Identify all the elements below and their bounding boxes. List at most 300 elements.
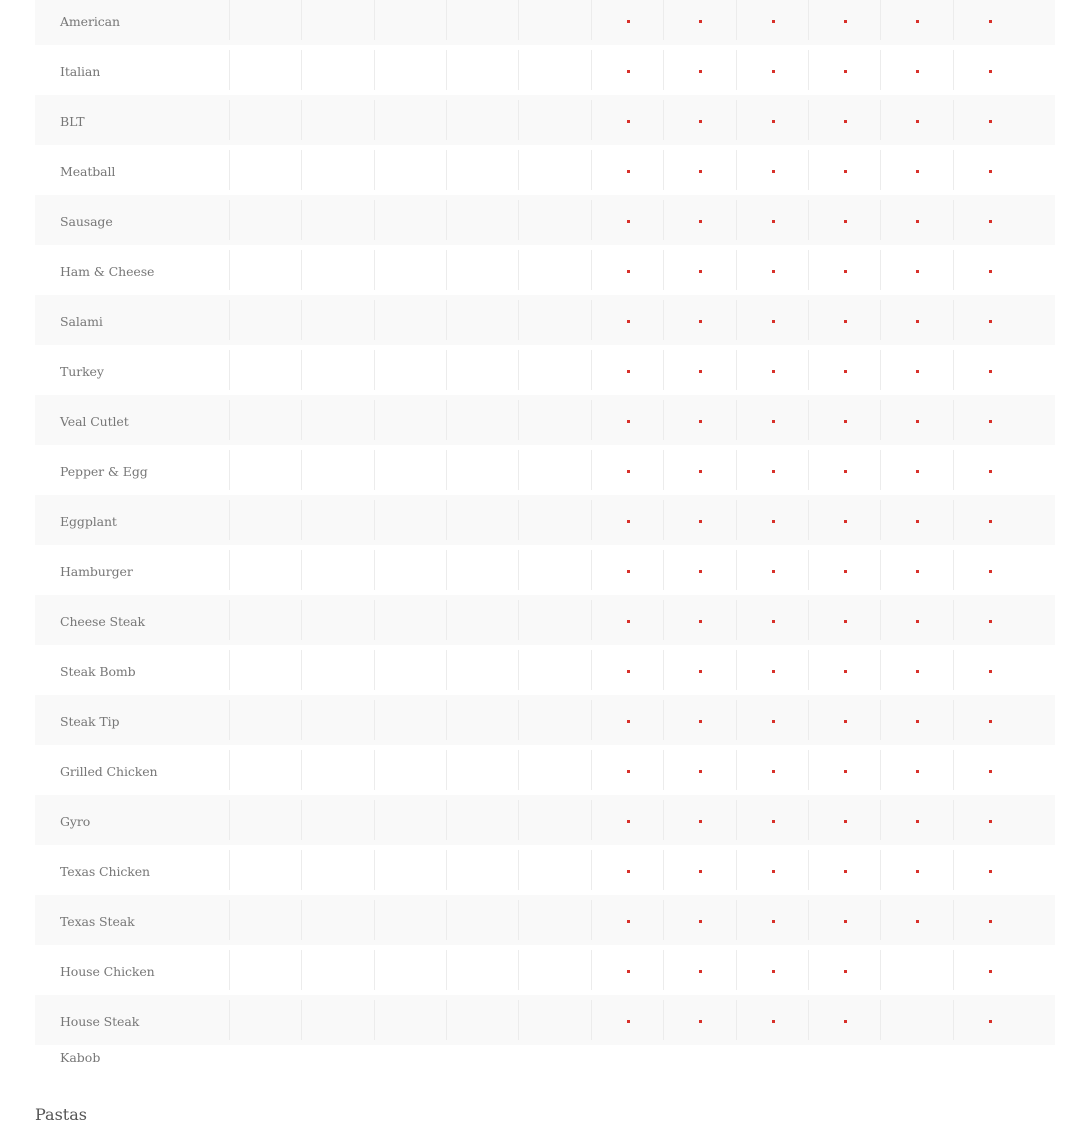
table-cell-empty [301, 950, 374, 990]
table-cell-empty [374, 600, 447, 640]
table-cell-empty [518, 350, 591, 390]
table-cell-option [591, 550, 664, 590]
available-dot-icon [989, 20, 992, 23]
available-dot-icon [699, 620, 702, 623]
table-cell-empty [518, 900, 591, 940]
table-cell-option [736, 50, 809, 90]
table-cell-empty [446, 250, 519, 290]
table-cell-empty [518, 500, 591, 540]
available-dot-icon [916, 70, 919, 73]
available-dot-icon [699, 770, 702, 773]
table-cell-option [808, 600, 881, 640]
available-dot-icon [916, 370, 919, 373]
table-cell-empty [229, 900, 302, 940]
available-dot-icon [627, 120, 630, 123]
available-dot-icon [772, 870, 775, 873]
menu-item-name: Hamburger [60, 564, 133, 579]
table-cell-option [591, 700, 664, 740]
table-cell-empty [446, 550, 519, 590]
table-cell-option [808, 1000, 881, 1040]
menu-item-name: Texas Chicken [60, 864, 150, 879]
table-cell-empty [229, 500, 302, 540]
table-cell-empty [301, 200, 374, 240]
available-dot-icon [772, 670, 775, 673]
table-cell-option [880, 0, 953, 40]
table-cell-option [953, 250, 1026, 290]
table-cell-option [953, 400, 1026, 440]
available-dot-icon [699, 720, 702, 723]
table-cell-empty [374, 300, 447, 340]
table-cell-option [808, 550, 881, 590]
table-cell-option [880, 250, 953, 290]
table-cell-option [808, 350, 881, 390]
menu-item-name: House Steak [60, 1014, 140, 1029]
available-dot-icon [627, 970, 630, 973]
table-cell-empty [229, 100, 302, 140]
menu-item-name: Veal Cutlet [60, 414, 129, 429]
table-cell-empty [446, 950, 519, 990]
available-dot-icon [772, 620, 775, 623]
menu-row [35, 545, 1055, 595]
table-cell-option [808, 100, 881, 140]
table-cell-option [880, 400, 953, 440]
table-cell-empty [374, 50, 447, 90]
menu-item-name: BLT [60, 114, 85, 129]
available-dot-icon [699, 120, 702, 123]
menu-row [35, 0, 1055, 45]
available-dot-icon [772, 520, 775, 523]
available-dot-icon [844, 970, 847, 973]
table-cell-empty [229, 800, 302, 840]
available-dot-icon [699, 920, 702, 923]
table-cell-option [880, 950, 953, 990]
available-dot-icon [844, 820, 847, 823]
table-cell-option [663, 100, 736, 140]
table-cell-empty [301, 150, 374, 190]
available-dot-icon [627, 70, 630, 73]
table-cell-option [591, 800, 664, 840]
menu-item-name: Steak Bomb [60, 664, 136, 679]
table-cell-option [953, 550, 1026, 590]
table-cell-option [736, 950, 809, 990]
menu-item-name: Ham & Cheese [60, 264, 155, 279]
table-cell-empty [518, 600, 591, 640]
table-cell-option [880, 50, 953, 90]
menu-item-name: American [60, 14, 120, 29]
table-cell-option [953, 650, 1026, 690]
table-cell-option [663, 750, 736, 790]
table-cell-option [736, 600, 809, 640]
table-cell-empty [446, 650, 519, 690]
table-cell-empty [229, 350, 302, 390]
available-dot-icon [989, 120, 992, 123]
table-cell-option [880, 200, 953, 240]
menu-item-name: Salami [60, 314, 103, 329]
menu-row [35, 245, 1055, 295]
table-cell-option [663, 700, 736, 740]
table-cell-empty [229, 200, 302, 240]
table-cell-option [880, 900, 953, 940]
available-dot-icon [916, 520, 919, 523]
table-cell-empty [446, 350, 519, 390]
menu-row [35, 995, 1055, 1045]
menu-row [35, 295, 1055, 345]
available-dot-icon [989, 920, 992, 923]
menu-item-name: Steak Tip [60, 714, 120, 729]
available-dot-icon [916, 220, 919, 223]
menu-item-name: Meatball [60, 164, 116, 179]
table-cell-empty [446, 500, 519, 540]
table-cell-empty [518, 300, 591, 340]
table-cell-option [736, 550, 809, 590]
table-cell-empty [446, 150, 519, 190]
table-cell-option [808, 650, 881, 690]
available-dot-icon [844, 1020, 847, 1023]
available-dot-icon [916, 870, 919, 873]
table-cell-empty [229, 1000, 302, 1040]
available-dot-icon [699, 420, 702, 423]
table-cell-empty [301, 900, 374, 940]
available-dot-icon [699, 70, 702, 73]
table-cell-option [880, 850, 953, 890]
table-cell-option [953, 1000, 1026, 1040]
table-cell-option [663, 800, 736, 840]
available-dot-icon [699, 670, 702, 673]
menu-row [35, 145, 1055, 195]
table-cell-empty [229, 600, 302, 640]
table-cell-option [953, 950, 1026, 990]
menu-item-name: Turkey [60, 364, 104, 379]
available-dot-icon [627, 370, 630, 373]
available-dot-icon [627, 170, 630, 173]
menu-item-kabob: Kabob [60, 1050, 101, 1065]
table-cell-option [808, 900, 881, 940]
table-cell-option [591, 1000, 664, 1040]
available-dot-icon [699, 20, 702, 23]
table-cell-option [663, 200, 736, 240]
table-cell-option [663, 450, 736, 490]
table-cell-empty [301, 550, 374, 590]
table-cell-empty [374, 900, 447, 940]
available-dot-icon [844, 170, 847, 173]
table-cell-option [736, 400, 809, 440]
table-cell-option [736, 500, 809, 540]
table-cell-option [591, 100, 664, 140]
table-cell-empty [374, 200, 447, 240]
table-cell-empty [518, 400, 591, 440]
table-cell-empty [301, 600, 374, 640]
table-cell-option [736, 850, 809, 890]
table-cell-empty [229, 750, 302, 790]
table-cell-option [663, 350, 736, 390]
table-cell-empty [374, 450, 447, 490]
table-cell-empty [301, 400, 374, 440]
menu-row [35, 345, 1055, 395]
table-cell-empty [374, 550, 447, 590]
table-cell-empty [301, 850, 374, 890]
menu-row [35, 445, 1055, 495]
table-cell-empty [518, 250, 591, 290]
available-dot-icon [627, 270, 630, 273]
menu-row [35, 945, 1055, 995]
available-dot-icon [916, 670, 919, 673]
available-dot-icon [916, 120, 919, 123]
table-cell-option [736, 700, 809, 740]
menu-item-name: Grilled Chicken [60, 764, 158, 779]
table-cell-empty [518, 800, 591, 840]
table-cell-option [953, 350, 1026, 390]
available-dot-icon [916, 320, 919, 323]
available-dot-icon [699, 370, 702, 373]
available-dot-icon [627, 920, 630, 923]
table-cell-option [880, 100, 953, 140]
available-dot-icon [844, 520, 847, 523]
table-cell-option [663, 300, 736, 340]
table-cell-empty [301, 800, 374, 840]
menu-row [35, 395, 1055, 445]
available-dot-icon [989, 570, 992, 573]
available-dot-icon [772, 920, 775, 923]
available-dot-icon [844, 720, 847, 723]
table-cell-option [736, 200, 809, 240]
table-cell-option [736, 100, 809, 140]
table-cell-empty [229, 150, 302, 190]
available-dot-icon [772, 1020, 775, 1023]
table-cell-option [953, 600, 1026, 640]
available-dot-icon [699, 520, 702, 523]
available-dot-icon [627, 20, 630, 23]
available-dot-icon [916, 920, 919, 923]
available-dot-icon [772, 270, 775, 273]
table-cell-empty [446, 700, 519, 740]
table-cell-empty [229, 0, 302, 40]
table-cell-empty [301, 50, 374, 90]
table-cell-option [663, 0, 736, 40]
menu-item-name: House Chicken [60, 964, 155, 979]
table-cell-option [591, 400, 664, 440]
table-cell-option [808, 850, 881, 890]
table-cell-empty [229, 650, 302, 690]
table-cell-option [953, 450, 1026, 490]
table-cell-empty [229, 400, 302, 440]
table-cell-empty [374, 1000, 447, 1040]
table-cell-empty [518, 200, 591, 240]
table-cell-empty [446, 600, 519, 640]
table-cell-empty [374, 400, 447, 440]
table-cell-option [663, 400, 736, 440]
available-dot-icon [699, 270, 702, 273]
table-cell-option [953, 100, 1026, 140]
table-cell-option [953, 0, 1026, 40]
available-dot-icon [844, 920, 847, 923]
table-cell-empty [229, 50, 302, 90]
table-cell-option [953, 800, 1026, 840]
table-cell-empty [374, 0, 447, 40]
table-cell-empty [446, 100, 519, 140]
available-dot-icon [844, 620, 847, 623]
table-cell-option [663, 600, 736, 640]
available-dot-icon [627, 620, 630, 623]
table-cell-option [591, 850, 664, 890]
table-cell-empty [301, 750, 374, 790]
available-dot-icon [989, 620, 992, 623]
available-dot-icon [772, 220, 775, 223]
table-cell-option [808, 950, 881, 990]
table-cell-empty [301, 700, 374, 740]
table-cell-empty [374, 100, 447, 140]
table-cell-empty [374, 350, 447, 390]
table-cell-option [880, 350, 953, 390]
available-dot-icon [627, 1020, 630, 1023]
available-dot-icon [916, 620, 919, 623]
available-dot-icon [989, 770, 992, 773]
table-cell-option [736, 250, 809, 290]
available-dot-icon [989, 370, 992, 373]
table-cell-empty [518, 700, 591, 740]
table-cell-option [591, 200, 664, 240]
table-cell-option [808, 700, 881, 740]
available-dot-icon [989, 170, 992, 173]
table-cell-option [808, 150, 881, 190]
available-dot-icon [844, 420, 847, 423]
available-dot-icon [989, 320, 992, 323]
menu-row [35, 695, 1055, 745]
menu-item-name: Cheese Steak [60, 614, 146, 629]
available-dot-icon [989, 420, 992, 423]
available-dot-icon [989, 670, 992, 673]
table-cell-empty [518, 50, 591, 90]
table-cell-empty [518, 100, 591, 140]
table-cell-empty [301, 250, 374, 290]
menu-row [35, 745, 1055, 795]
available-dot-icon [916, 770, 919, 773]
available-dot-icon [844, 870, 847, 873]
available-dot-icon [772, 720, 775, 723]
table-cell-option [591, 950, 664, 990]
table-cell-empty [374, 650, 447, 690]
available-dot-icon [772, 470, 775, 473]
available-dot-icon [916, 420, 919, 423]
available-dot-icon [916, 820, 919, 823]
table-cell-option [880, 750, 953, 790]
table-cell-empty [446, 450, 519, 490]
available-dot-icon [627, 420, 630, 423]
available-dot-icon [627, 770, 630, 773]
table-cell-option [736, 900, 809, 940]
table-cell-option [736, 150, 809, 190]
table-cell-option [591, 900, 664, 940]
table-cell-option [591, 50, 664, 90]
available-dot-icon [916, 170, 919, 173]
table-cell-empty [518, 650, 591, 690]
available-dot-icon [844, 270, 847, 273]
table-cell-option [880, 800, 953, 840]
table-cell-option [736, 0, 809, 40]
table-cell-option [808, 250, 881, 290]
table-cell-option [736, 800, 809, 840]
menu-item-name: Gyro [60, 814, 91, 829]
table-cell-empty [518, 550, 591, 590]
table-cell-empty [446, 50, 519, 90]
table-cell-option [953, 300, 1026, 340]
available-dot-icon [989, 220, 992, 223]
table-cell-empty [229, 850, 302, 890]
available-dot-icon [772, 170, 775, 173]
table-cell-option [880, 700, 953, 740]
available-dot-icon [627, 870, 630, 873]
available-dot-icon [699, 470, 702, 473]
available-dot-icon [989, 870, 992, 873]
table-cell-option [953, 150, 1026, 190]
available-dot-icon [989, 520, 992, 523]
table-cell-option [591, 450, 664, 490]
menu-item-name: Sausage [60, 214, 113, 229]
table-cell-option [953, 700, 1026, 740]
table-cell-option [880, 150, 953, 190]
available-dot-icon [844, 70, 847, 73]
table-cell-option [591, 300, 664, 340]
menu-row [35, 795, 1055, 845]
menu-item-name: Italian [60, 64, 101, 79]
available-dot-icon [989, 820, 992, 823]
table-cell-option [736, 350, 809, 390]
table-cell-empty [374, 950, 447, 990]
table-cell-option [953, 850, 1026, 890]
available-dot-icon [699, 1020, 702, 1023]
table-cell-empty [374, 500, 447, 540]
table-cell-option [953, 500, 1026, 540]
table-cell-empty [446, 400, 519, 440]
available-dot-icon [627, 670, 630, 673]
table-cell-option [736, 1000, 809, 1040]
table-cell-option [591, 150, 664, 190]
menu-row [35, 895, 1055, 945]
table-cell-option [591, 250, 664, 290]
available-dot-icon [772, 370, 775, 373]
table-cell-option [736, 450, 809, 490]
available-dot-icon [844, 20, 847, 23]
table-cell-empty [229, 250, 302, 290]
table-cell-empty [446, 900, 519, 940]
table-cell-option [663, 650, 736, 690]
available-dot-icon [627, 820, 630, 823]
table-cell-empty [374, 750, 447, 790]
table-cell-option [663, 50, 736, 90]
available-dot-icon [627, 520, 630, 523]
menu-row [35, 95, 1055, 145]
table-cell-option [880, 450, 953, 490]
table-cell-empty [301, 1000, 374, 1040]
table-cell-empty [446, 850, 519, 890]
table-cell-empty [301, 450, 374, 490]
table-cell-option [591, 750, 664, 790]
available-dot-icon [627, 470, 630, 473]
menu-row [35, 595, 1055, 645]
available-dot-icon [699, 320, 702, 323]
available-dot-icon [916, 20, 919, 23]
table-cell-option [591, 600, 664, 640]
available-dot-icon [989, 270, 992, 273]
available-dot-icon [844, 470, 847, 473]
available-dot-icon [699, 820, 702, 823]
available-dot-icon [699, 170, 702, 173]
available-dot-icon [772, 820, 775, 823]
table-cell-empty [518, 750, 591, 790]
table-cell-empty [374, 700, 447, 740]
table-cell-empty [301, 300, 374, 340]
available-dot-icon [627, 220, 630, 223]
table-cell-option [736, 650, 809, 690]
